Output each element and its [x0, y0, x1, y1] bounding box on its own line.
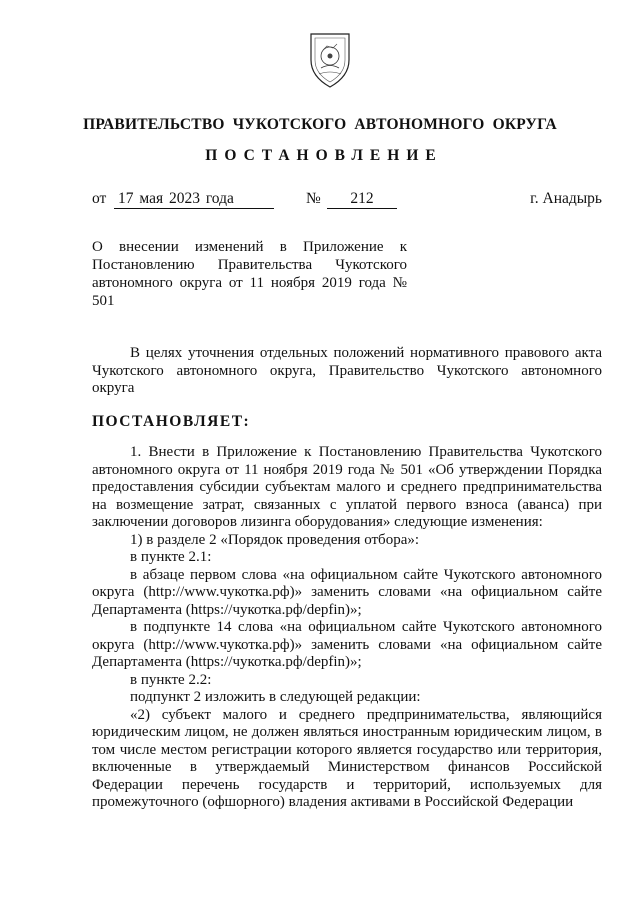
coat-of-arms-icon	[305, 30, 355, 90]
date-prefix: от	[92, 190, 107, 207]
document-type: ПОСТАНОВЛЕНИЕ	[205, 147, 443, 164]
document-date: 17 мая 2023 года	[118, 190, 234, 207]
document-body	[92, 345, 602, 812]
body-paragraph: в пункте 2.2:	[130, 671, 212, 688]
government-title: ПРАВИТЕЛЬСТВО ЧУКОТСКОГО АВТОНОМНОГО ОКРУГА	[83, 116, 557, 133]
preamble-paragraph: В целях уточнения отдельных положений нормативного правового акта Чукотского автономного округа, Правительство Чукотского автономного округа	[92, 345, 602, 396]
body-paragraph: в подпункте 14 слова «на официальном сайте Чукотского автономного округа (http://www.чукотка.рф)» заменить словами «на официальном сайте Департамента (https://чукотка.рф/depfin)»;	[92, 619, 602, 670]
body-paragraph: 1) в разделе 2 «Порядок проведения отбора»:	[130, 531, 420, 548]
decree-heading: ПОСТАНОВЛЯЕТ:	[92, 412, 251, 430]
document-subject: О внесении изменений в Приложение к Постановлению Правительства Чукотского автономного округа от 11 ноября 2019 года № 501	[92, 239, 407, 309]
body-paragraph: 1. Внести в Приложение к Постановлению Правительства Чукотского автономного округа от 11 ноября 2019 года № 501 «Об утверждении Порядка предоставления субсидии субъектам малого и среднего предпринимательства на возмещение затрат, связанных с уплатой первого взноса (аванса) при заключении договоров лизинга оборудования» следующие изменения:	[92, 444, 602, 530]
body-paragraph: подпункт 2 изложить в следующей редакции:	[130, 689, 421, 705]
body-paragraph: в пункте 2.1:	[130, 549, 212, 565]
number-prefix: №	[306, 190, 321, 207]
body-paragraph: «2) субъект малого и среднего предпринимательства, являющийся юридическим лицом, не должен являться иностранным юридическим лицом, в том числе местом регистрации которого является государство или территория, включенные в утверждаемый Министерством финансов Российской Федерации перечень государств и территорий, используемых для промежуточного (офшорного) владения активами в Российской Федерации	[92, 706, 602, 810]
body-paragraph: в абзаце первом слова «на официальном сайте Чукотского автономного округа (http://www.чукотка.рф)» заменить словами «на официальном сайте Департамента (https://чукотка.рф/depfin)»;	[92, 566, 602, 618]
document-number: 212	[327, 190, 397, 209]
document-city: г. Анадырь	[530, 190, 602, 207]
document-date-field	[114, 190, 274, 209]
